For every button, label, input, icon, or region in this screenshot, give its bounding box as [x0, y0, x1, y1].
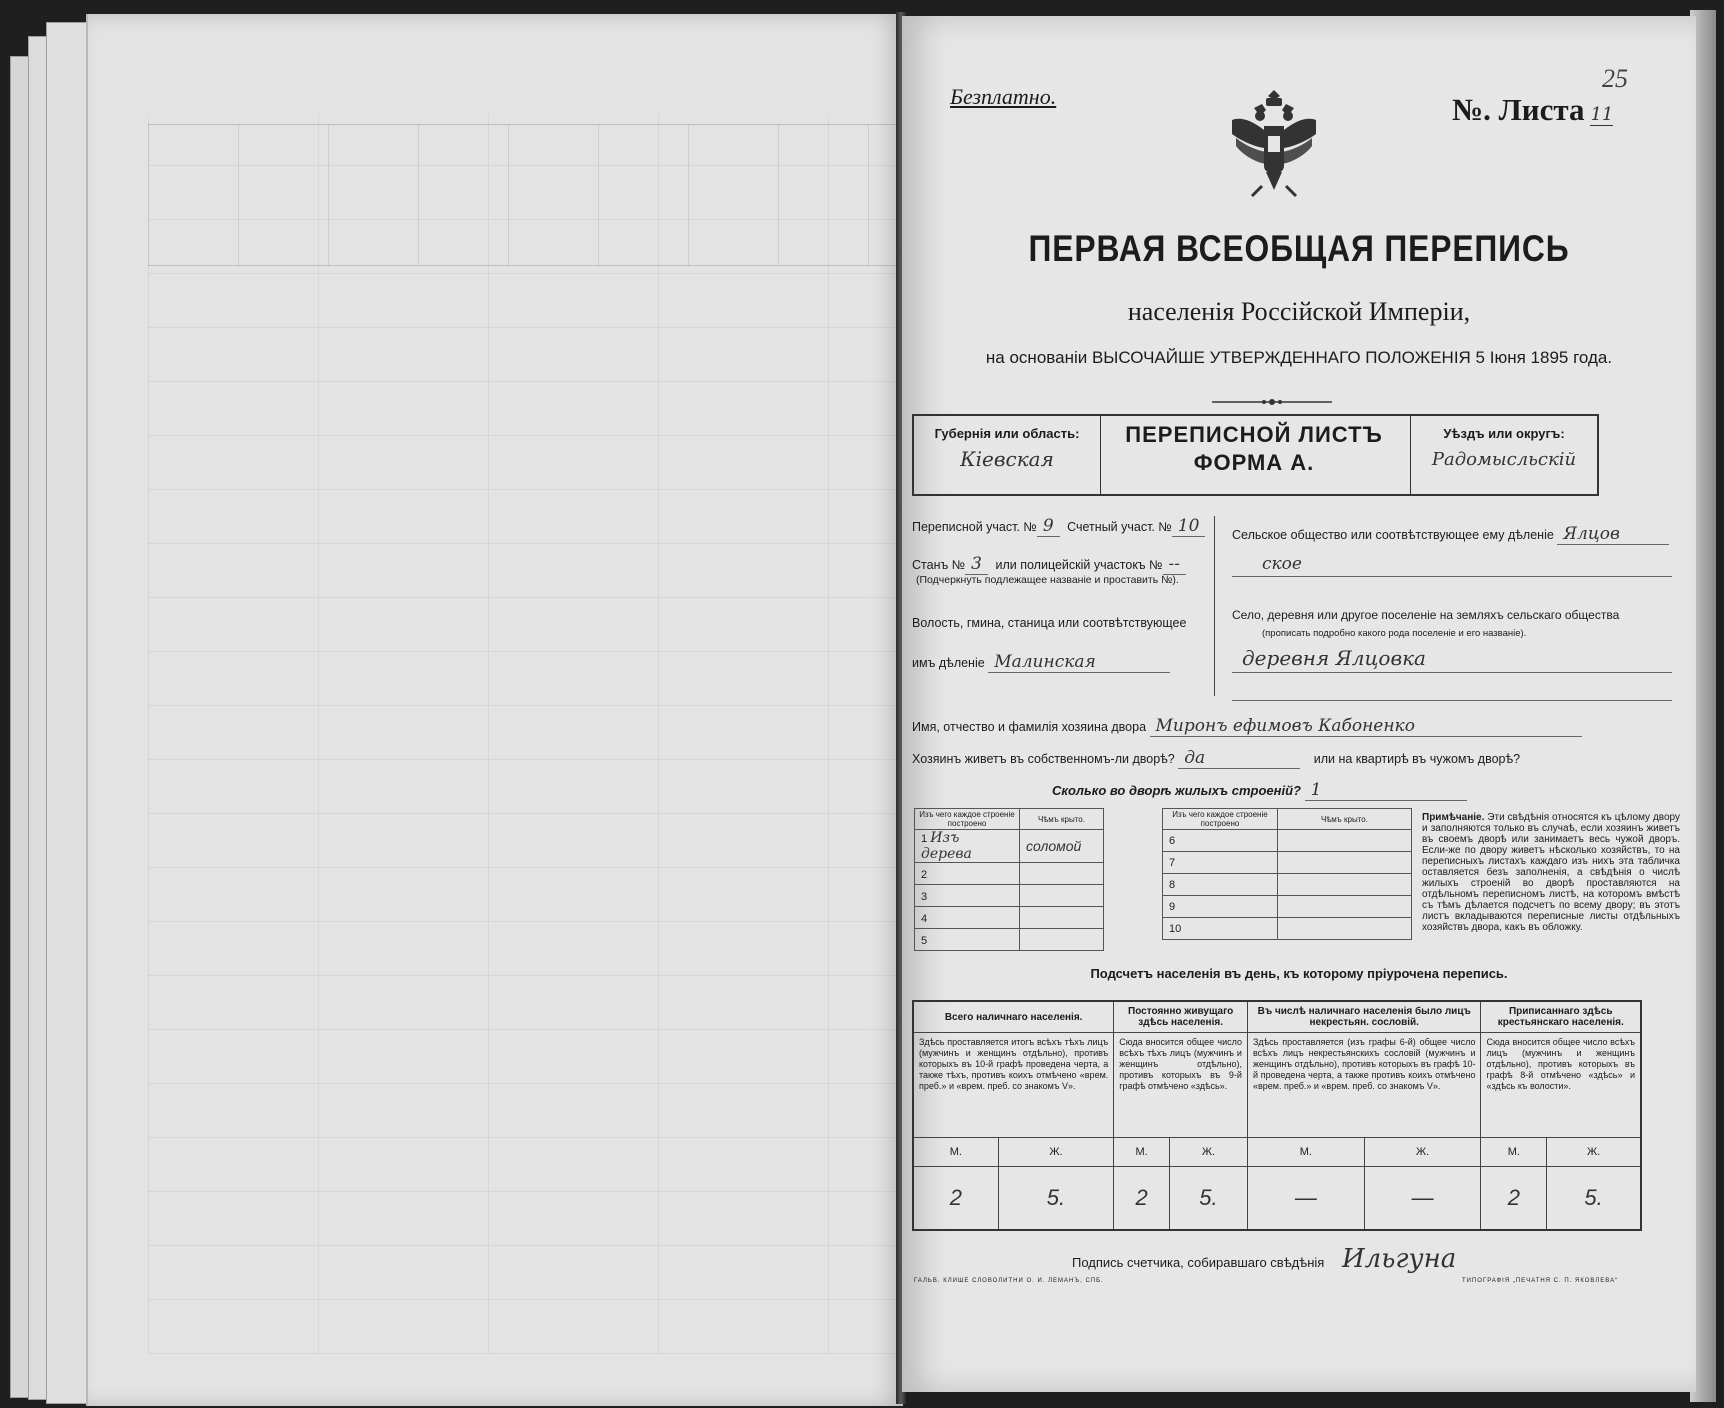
own-yard-label: Хозяинъ живетъ въ собственномъ-ли дворѣ?	[912, 752, 1175, 766]
structure-number: 6	[1163, 830, 1278, 852]
structures-note	[1422, 812, 1680, 933]
printer-left: ГАЛЬВ. КЛИШЕ СЛОВОЛИТНИ О. И. ЛЕМАНЪ, СПБ.	[914, 1278, 1104, 1284]
underline-note: (Подчеркнуть подлежащее названіе и проставить №).	[916, 574, 1179, 586]
structure-roof: соломой	[1020, 830, 1104, 863]
note-title: Примѣчаніе.	[1422, 812, 1485, 823]
gubernia-value: Кіевская	[960, 447, 1054, 471]
pop-col2-title: Постоянно живущаго здѣсь населенія.	[1114, 1001, 1248, 1033]
sheet-label: №. Листа	[1452, 92, 1585, 127]
stan-value: 3	[965, 554, 988, 575]
pop-value: 2	[1114, 1167, 1170, 1231]
village-line	[1232, 672, 1672, 673]
structure-row	[1163, 852, 1412, 874]
society-value-2: ское	[1262, 554, 1302, 574]
division-label: имъ дѣленіе	[912, 656, 985, 670]
structure-roof	[1020, 863, 1104, 885]
structure-row	[915, 830, 1104, 863]
census-title: ПЕРВАЯ ВСЕОБЩАЯ ПЕРЕПИСЬ	[1028, 228, 1570, 269]
left-page-stack	[0, 6, 905, 1406]
pop-col4-desc: Сюда вносится общее число всѣхъ лицъ (мужчинъ и женщинъ отдѣльно), противъ которыхъ въ графѣ 8-й отмѣчено «здѣсь» и «здѣсь къ волости».	[1481, 1033, 1641, 1138]
owner-value: Миронъ ефимовъ Кабоненко	[1150, 716, 1582, 737]
population-table	[912, 1000, 1642, 1231]
structure-material: 4	[915, 907, 1020, 929]
buildings-value: 1	[1305, 780, 1467, 801]
column-divider	[1214, 516, 1215, 696]
structure-roof	[1278, 896, 1412, 918]
sheet-number	[1452, 92, 1613, 128]
population-heading: Подсчетъ населенія въ день, къ которому пріурочена перепись.	[1090, 966, 1508, 981]
pop-value: —	[1247, 1167, 1364, 1231]
society-label: Сельское общество или соотвѣтствующее ему дѣленіе	[1232, 528, 1554, 542]
col-material: Изъ чего каждое строеніе построено	[915, 809, 1020, 830]
structure-row	[915, 907, 1104, 929]
note-text: Эти свѣдѣнія относятся къ цѣлому двору и заполняются только въ случаѣ, если хозяинъ живетъ въ своемъ дворѣ или занимаетъ весь чужой дворъ. Если-же по двору живетъ нѣсколько хозяйствъ, то на переписныхъ листахъ каждаго изъ нихъ эта табличка оставляется безъ заполненія, а свѣдѣнія о числѣ жилыхъ строеній во дворѣ проставляются на отдѣльномъ переписномъ листѣ, на которомъ вмѣстѣ съ тѣмъ дѣлается подсчетъ по всему двору; въ этотъ листъ вкладываются переписные листы отдѣльныхъ хозяйствъ двора, какъ въ обложку.	[1422, 812, 1680, 933]
pop-col1-title: Всего наличнаго населенія.	[913, 1001, 1114, 1033]
count-district-label: Счетный участ. №	[1067, 520, 1172, 534]
free-label: Безплатно.	[950, 84, 1057, 109]
bleed-through-grid	[148, 114, 903, 1354]
signature-value: Ильгуна	[1341, 1244, 1457, 1274]
uezd-label: Уѣздъ или округъ:	[1443, 426, 1565, 441]
signature-row	[1072, 1244, 1456, 1274]
pop-value: 5.	[1547, 1167, 1641, 1231]
gubernia-label: Губернія или область:	[934, 426, 1080, 441]
structure-row	[1163, 830, 1412, 852]
structures-table-left	[914, 808, 1104, 951]
legal-basis: на основаніи ВЫСОЧАЙШЕ УТВЕРЖДЕННАГО ПОЛОЖЕНІЯ 5 Іюня 1895 года.	[985, 348, 1613, 367]
male-header: М.	[1481, 1138, 1547, 1167]
society-value-1: Ялцов	[1557, 524, 1669, 545]
structures-right-body	[1163, 830, 1412, 940]
structure-row	[1163, 918, 1412, 940]
pop-col1-desc: Здѣсь проставляется итогъ всѣхъ тѣхъ лицъ (мужчинъ и женщинъ отдѣльно), противъ которыхъ въ 10-й графѣ проведена черта, а также тѣхъ, противъ коихъ отмѣчено «врем. преб.» и «врем. преб. со знакомъ V».	[913, 1033, 1114, 1138]
census-form-page	[902, 16, 1696, 1392]
owner-label: Имя, отчество и фамилія хозяина двора	[912, 720, 1147, 734]
left-page	[86, 14, 903, 1406]
double-headed-eagle-emblem	[1224, 86, 1324, 206]
structures-table-right	[1162, 808, 1412, 940]
structure-roof	[1278, 852, 1412, 874]
rent-label: или на квартирѣ въ чужомъ дворѣ?	[1313, 752, 1521, 766]
structure-roof	[1020, 907, 1104, 929]
uezd-box	[1410, 414, 1599, 496]
structure-roof	[1278, 830, 1412, 852]
stan-label: Станъ №	[912, 558, 966, 572]
police-value: --	[1163, 554, 1187, 575]
volost-row	[912, 652, 1170, 673]
volost-label: Волость, гмина, станица или соотвѣтствующее	[912, 616, 1187, 630]
village-value: деревня Ялцовка	[1242, 646, 1426, 670]
pop-value: 2	[1481, 1167, 1547, 1231]
structure-material: 3	[915, 885, 1020, 907]
structure-roof	[1278, 918, 1412, 940]
structure-roof	[1278, 874, 1412, 896]
pop-col4-title: Приписаннаго здѣсь крестьянскаго населенія.	[1481, 1001, 1641, 1033]
structure-material: 2	[915, 863, 1020, 885]
structure-row	[1163, 874, 1412, 896]
structure-roof	[1020, 929, 1104, 951]
female-header: Ж.	[1169, 1138, 1247, 1167]
census-district-row	[912, 516, 1205, 536]
census-district-label: Переписной участ. №	[912, 520, 1037, 534]
village-label: Село, деревня или другое поселеніе на земляхъ сельскаго общества	[1232, 608, 1620, 622]
pop-value: 5.	[1169, 1167, 1247, 1231]
male-header: М.	[1114, 1138, 1170, 1167]
male-header: М.	[1247, 1138, 1364, 1167]
buildings-label: Сколько во дворѣ жилыхъ строеній?	[1052, 783, 1301, 798]
form-title-line2: ФОРМА А.	[1193, 450, 1315, 475]
own-yard-value: да	[1178, 748, 1300, 769]
owner-row	[912, 716, 1582, 737]
sheet-number-value: 11	[1590, 104, 1614, 125]
own-yard-row	[912, 748, 1520, 769]
pop-col2-desc: Сюда вносится общее число всѣхъ тѣхъ лицъ (мужчинъ и женщинъ отдѣльно), противъ которыхъ въ 9-й графѣ отмѣчено «здѣсь».	[1114, 1033, 1248, 1138]
signature-label: Подпись счетчика, собиравшаго свѣдѣнія	[1072, 1255, 1325, 1270]
buildings-row	[1052, 780, 1467, 801]
census-subtitle: населенія Россійской Имперіи,	[1127, 297, 1471, 326]
structure-row	[915, 929, 1104, 951]
female-header: Ж.	[1364, 1138, 1481, 1167]
col-material-2: Изъ чего каждое строеніе построено	[1163, 809, 1278, 830]
structure-row	[915, 863, 1104, 885]
bleed-through-header	[148, 124, 903, 266]
form-title-box	[1098, 414, 1410, 496]
structure-row	[915, 885, 1104, 907]
pop-value: 5.	[998, 1167, 1114, 1231]
stan-row	[912, 554, 1186, 574]
structure-number: 7	[1163, 852, 1278, 874]
form-title-line1: ПЕРЕПИСНОЙ ЛИСТЪ	[1125, 422, 1383, 447]
police-label: или полицейскій участокъ №	[995, 558, 1163, 572]
female-header: Ж.	[998, 1138, 1114, 1167]
col-roof-2: Чѣмъ крыто.	[1278, 809, 1412, 830]
village-note: (прописать подробно какого рода поселеніе и его названіе).	[1262, 628, 1527, 639]
uezd-value: Радомысльскій	[1431, 449, 1577, 470]
ornament-divider	[1212, 396, 1332, 408]
volost-value: Малинская	[988, 652, 1170, 673]
male-header: М.	[913, 1138, 998, 1167]
col-roof: Чѣмъ крыто.	[1020, 809, 1104, 830]
structure-number: 9	[1163, 896, 1278, 918]
printer-right: ТИПОГРАФІЯ „ПЕЧАТНЯ С. П. ЯКОВЛЕВА“	[1462, 1278, 1619, 1284]
society-row	[1232, 524, 1669, 545]
page-number: 25	[1602, 64, 1628, 93]
structure-number: 10	[1163, 918, 1278, 940]
structure-number: 8	[1163, 874, 1278, 896]
pop-col3-desc: Здѣсь проставляется (изъ графы 6-й) общее число всѣхъ лицъ некрестьянскихъ сословій (мужчинъ и женщинъ отдѣльно), противъ которыхъ въ графѣ 10-й проведена черта, а также противъ коихъ отмѣчено «врем. преб.» и «врем. преб. со знакомъ V».	[1247, 1033, 1481, 1138]
structure-material: 5	[915, 929, 1020, 951]
female-header: Ж.	[1547, 1138, 1641, 1167]
count-district-value: 10	[1172, 516, 1206, 537]
pop-col3-title: Въ числѣ наличнаго населенія было лицъ некрестьян. сословій.	[1247, 1001, 1481, 1033]
gubernia-box	[912, 414, 1101, 496]
structure-roof	[1020, 885, 1104, 907]
pop-value: 2	[913, 1167, 998, 1231]
society-line	[1232, 576, 1672, 577]
village-line-2	[1232, 700, 1672, 701]
structures-left-body	[915, 830, 1104, 951]
census-district-value: 9	[1037, 516, 1060, 537]
structure-material: 1 Изъ дерева	[915, 830, 1020, 863]
pop-value: —	[1364, 1167, 1481, 1231]
structure-row	[1163, 896, 1412, 918]
